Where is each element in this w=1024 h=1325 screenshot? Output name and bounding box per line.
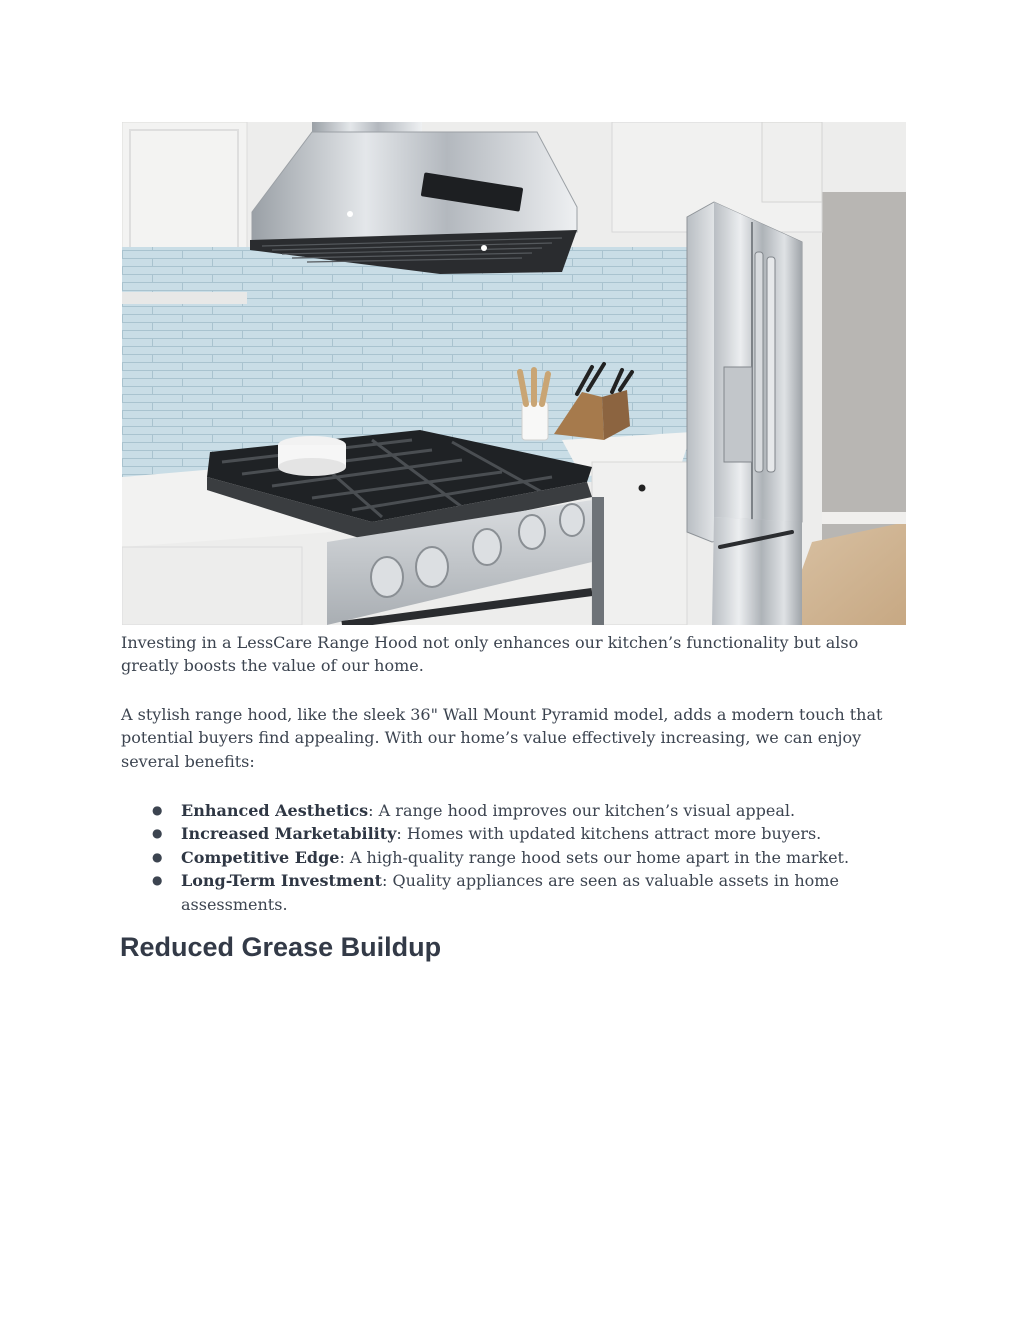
list-item-text: : A range hood improves our kitchen’s visual appeal. <box>368 801 796 820</box>
list-item-term: Increased Marketability <box>181 824 397 844</box>
list-item <box>121 846 891 869</box>
list-item-term: Competitive Edge <box>181 847 340 867</box>
list-item-term: Long-Term Investment <box>181 871 383 891</box>
list-item <box>121 799 891 822</box>
list-item-text: : A high-quality range hood sets our home apart in the market. <box>339 847 850 867</box>
bullet-icon: ● <box>152 803 163 817</box>
benefits-list <box>121 799 891 916</box>
bullet-icon: ● <box>152 849 163 864</box>
section-heading: Reduced Grease Buildup <box>120 932 442 962</box>
list-item-text: : Homes with updated kitchens attract more buyers. <box>396 824 822 844</box>
list-item-term: Enhanced Aesthetics <box>181 801 369 820</box>
kitchen-illustration <box>122 122 906 625</box>
intro-paragraph: Investing in a LessCare Range Hood not only enhances our kitchen’s functionality but also greatly boosts the value of our home. <box>121 633 859 676</box>
list-item <box>121 822 891 845</box>
bullet-icon: ● <box>152 826 163 841</box>
list-item <box>121 869 891 916</box>
list-item-text: : Quality appliances are seen as valuable assets in home assessments. <box>181 871 839 914</box>
bullet-icon: ● <box>152 873 163 888</box>
kitchen-photo <box>122 122 906 625</box>
benefits-intro-paragraph: A stylish range hood, like the sleek 36" Wall Mount Pyramid model, adds a modern touch that potential buyers find appealing. With our home’s value effectively increasing, we can enjoy several benefits: <box>121 705 883 771</box>
